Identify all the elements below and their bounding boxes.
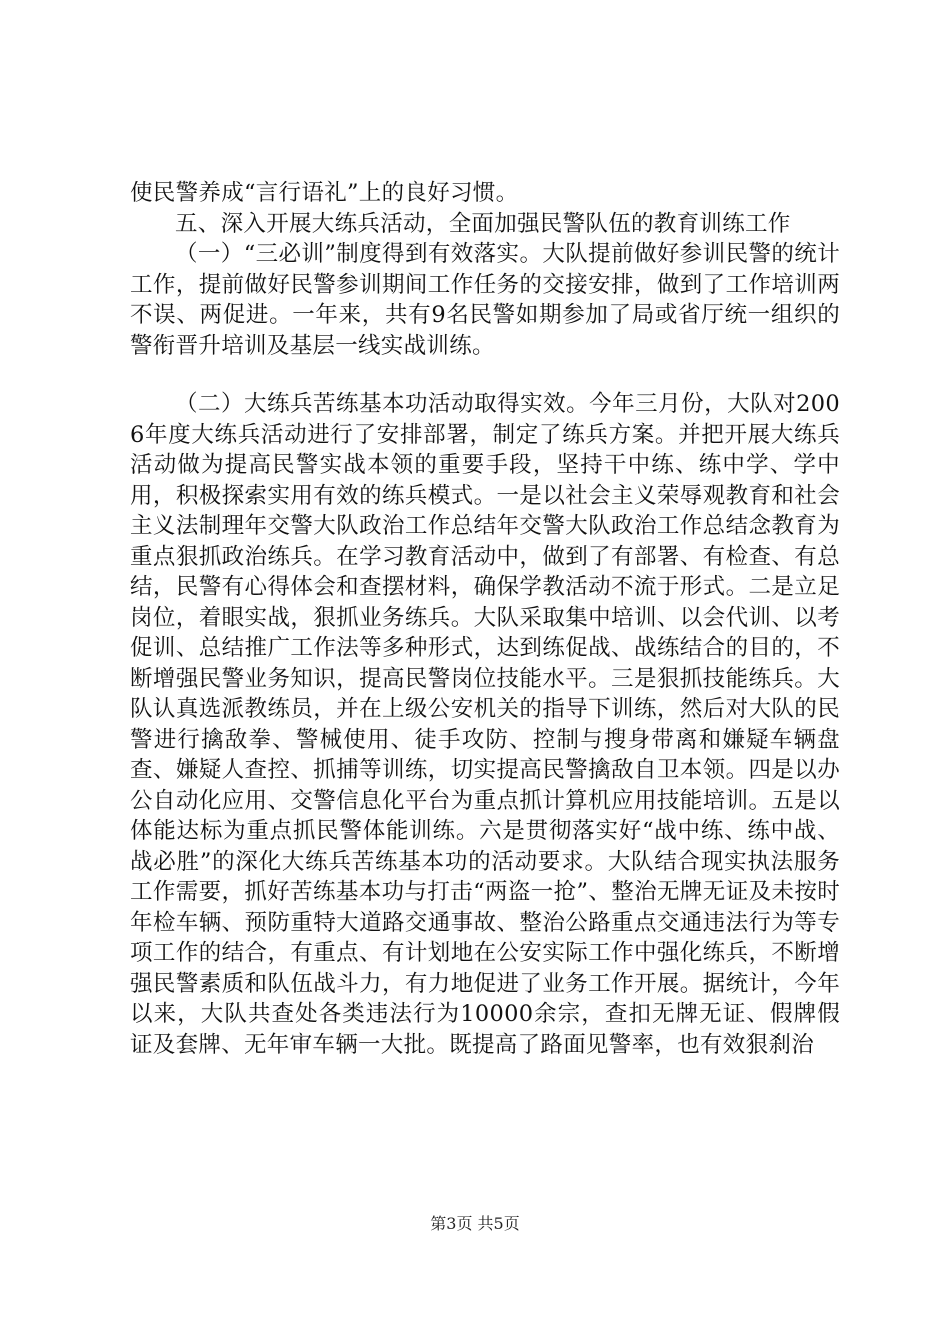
paragraph-continuation: 使民警养成“言行语礼”上的良好习惯。	[130, 180, 519, 206]
paragraph-spacer	[130, 361, 840, 389]
paragraph-subsection-2: （二）大练兵苦练基本功活动取得实效。今年三月份，大队对2006年度大练兵活动进行了安排部署，制定了练兵方案。并把开展大练兵活动做为提高民警实战本领的重要手段，坚持干中练、练中学、学中用，积极探索实用有效的练兵模式。一是以社会主义荣辱观教育和社会主义法制理年交警大队政治工作总结年交警大队政治工作总结念教育为重点狠抓政治练兵。在学习教育活动中，做到了有部署、有检查、有总结，民警有心得体会和查摆材料，确保学教活动不流于形式。二是立足岗位，着眼实战，狠抓业务练兵。大队采取集中培训、以会代训、以考促训、总结推广工作法等多种形式，达到练促战、战练结合的目的，不断增强民警业务知识，提高民警岗位技能水平。三是狠抓技能练兵。大队认真选派教练员，并在上级公安机关的指导下训练，然后对大队的民警进行擒敌拳、警械使用、徒手攻防、控制与搜身带离和嫌疑车辆盘查、嫌疑人查控、抓捕等训练，切实提高民警擒敌自卫本领。四是以办公自动化应用、交警信息化平台为重点抓计算机应用技能培训。五是以体能达标为重点抓民警体能训练。六是贯彻落实好“战中练、练中战、战必胜”的深化大练兵苦练基本功的活动要求。大队结合现实执法服务工作需要，抓好苦练基本功与打击“两盗一抢”、整治无牌无证及未按时年检车辆、预防重特大道路交通事故、整治公路重点交通违法行为等专项工作的结合，有重点、有计划地在公安实际工作中强化练兵，不断增强民警素质和队伍战斗力，有力地促进了业务工作开展。据统计，今年以来，大队共查处各类违法行为10000余宗，查扣无牌无证、假牌假证及套牌、无年审车辆一大批。既提高了路面见警率，也有效狠刹治	[130, 391, 840, 1058]
page-footer: 第3页 共5页	[430, 1214, 520, 1233]
section-heading: 五、深入开展大练兵活动，全面加强民警队伍的教育训练工作	[175, 210, 791, 237]
paragraph-subsection-1: （一）“三必训”制度得到有效落实。大队提前做好参训民警的统计工作，提前做好民警参训期间工作任务的交接安排，做到了工作培训两不误、两促进。一年来，共有9名民警如期参加了局或省厅统一组织的警衔晋升培训及基层一线实战训练。	[130, 241, 840, 359]
document-body	[130, 178, 840, 1060]
